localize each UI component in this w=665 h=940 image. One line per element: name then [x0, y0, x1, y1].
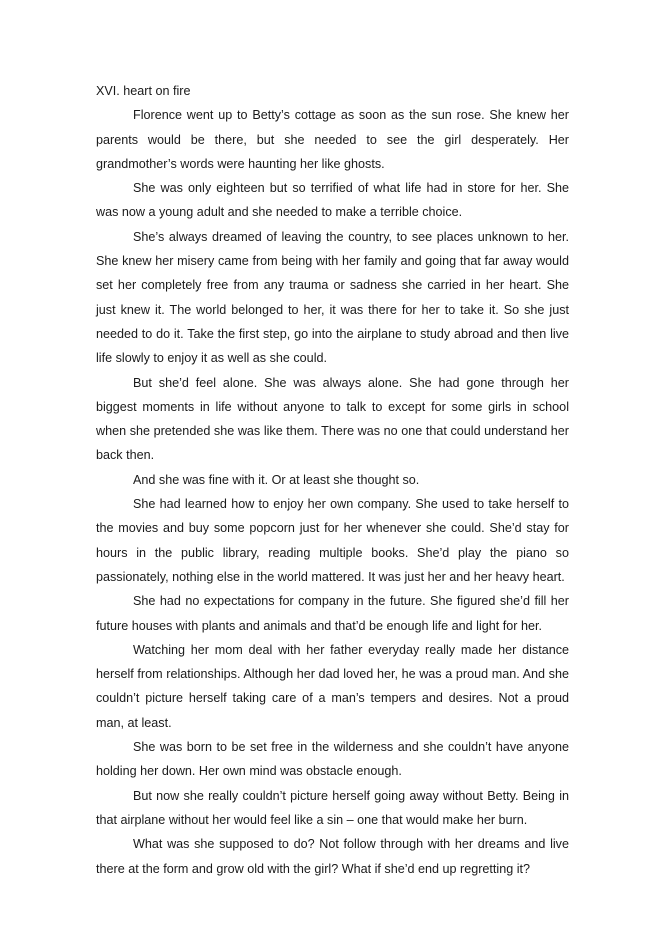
- paragraph: Florence went up to Betty’s cottage as soon as the sun rose. She knew her parents would be there, but she needed to see the girl desperately. Her grandmother’s words were haunting her like ghosts.: [96, 108, 569, 171]
- paragraph: She was born to be set free in the wilderness and she couldn’t have anyone holding her down. Her own mind was obstacle enough.: [96, 740, 569, 779]
- paragraph: She had no expectations for company in the future. She figured she’d fill her future houses with plants and animals and that’d be enough life and light for her.: [96, 594, 569, 633]
- paragraph: Watching her mom deal with her father everyday really made her distance herself from relationships. Although her dad loved her, he was a proud man. And she couldn’t picture herself taking care of a man’s tempers and desires. Not a proud man, at least.: [96, 642, 569, 730]
- chapter-title: XVI. heart on fire: [96, 84, 191, 98]
- paragraph: But now she really couldn’t picture herself going away without Betty. Being in that airplane without her would feel like a sin – one that would make her burn.: [96, 788, 569, 827]
- paragraph: And she was fine with it. Or at least she thought so.: [133, 472, 420, 487]
- paragraph: But she’d feel alone. She was always alone. She had gone through her biggest moments in life without anyone to talk to except for some girls in school when she pretended she was like them. There was no one that could understand her back then.: [96, 375, 569, 463]
- paragraph: What was she supposed to do? Not follow through with her dreams and live there at the form and grow old with the girl? What if she’d end up regretting it?: [96, 837, 569, 876]
- paragraph: She was only eighteen but so terrified of what life had in store for her. She was now a young adult and she needed to make a terrible choice.: [96, 181, 569, 220]
- paragraph: She’s always dreamed of leaving the country, to see places unknown to her. She knew her misery came from being with her family and going that far away would set her completely free from any trauma or sadness she carried in her heart. She just knew it. The world belonged to her, it was there for her to take it. So she just needed to do it. Take the first step, go into the airplane to study abroad and then live life slowly to enjoy it as well as she could.: [96, 229, 569, 366]
- document-page: [96, 79, 569, 881]
- paragraph: She had learned how to enjoy her own company. She used to take herself to the movies and buy some popcorn just for her whenever she could. She’d stay for hours in the public library, reading multiple books. She’d play the piano so passionately, nothing else in the world mattered. It was just her and her heavy heart.: [96, 497, 569, 584]
